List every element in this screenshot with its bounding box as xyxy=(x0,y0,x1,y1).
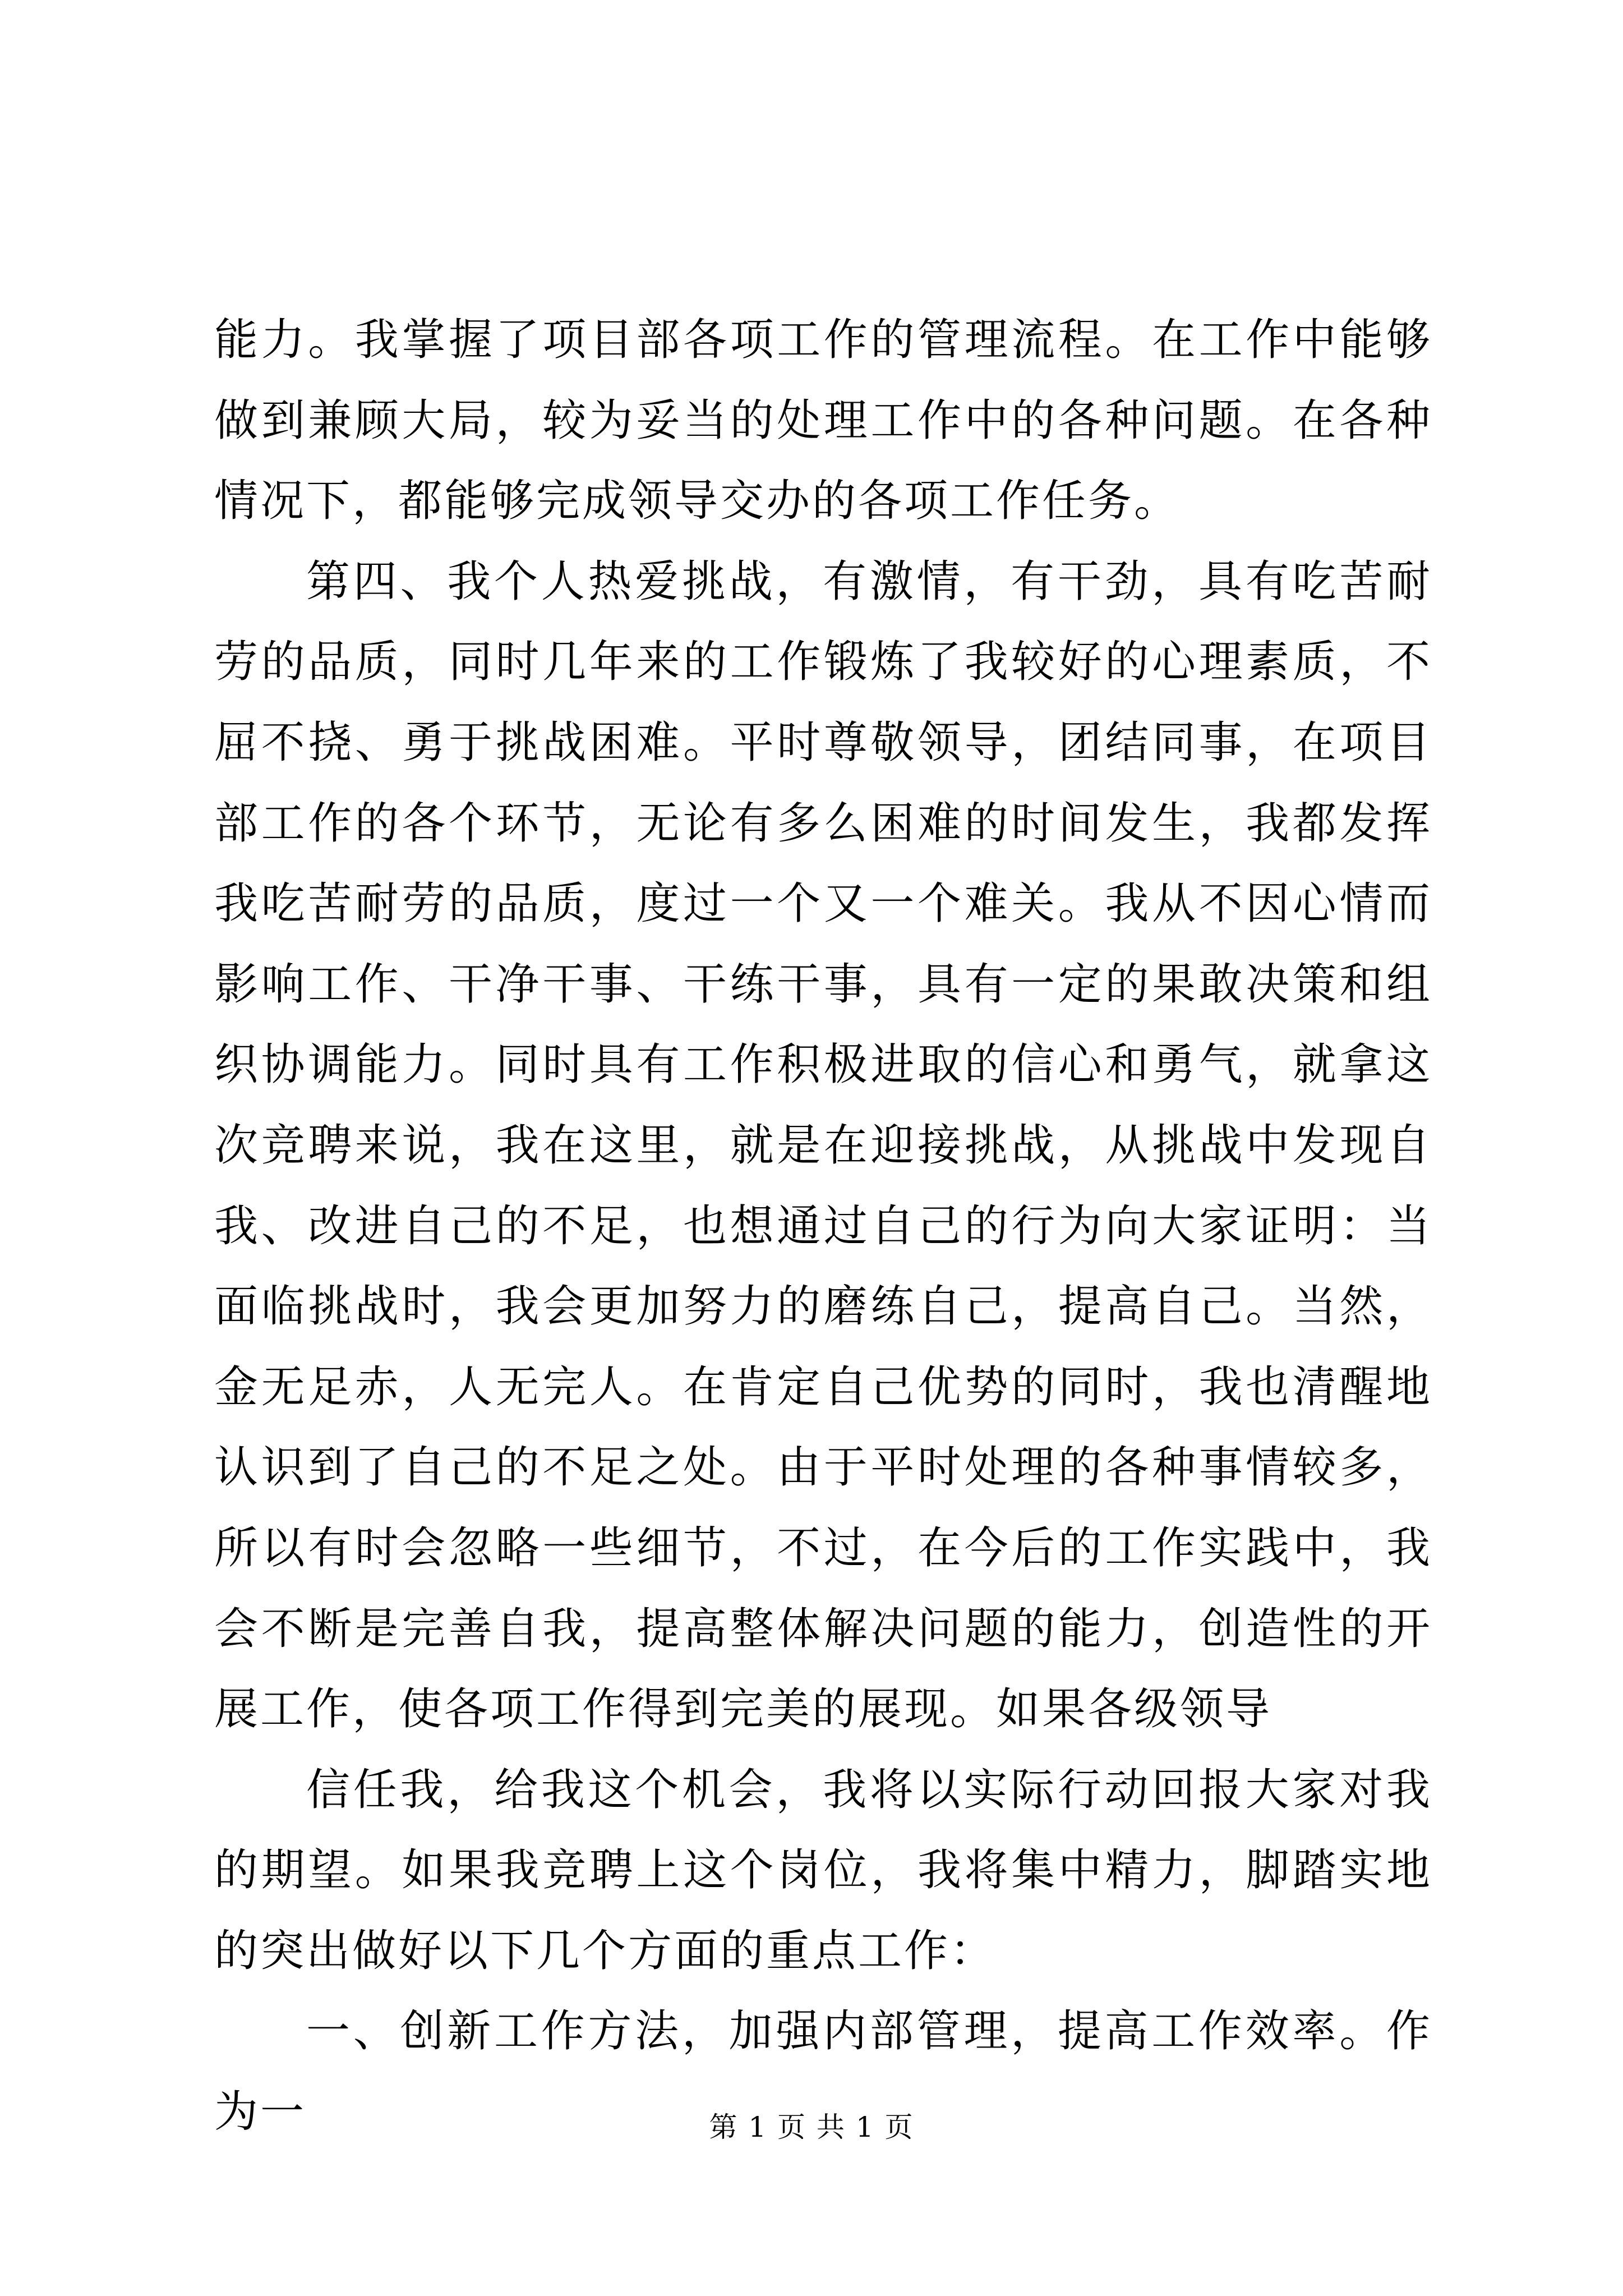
document-body xyxy=(214,300,1432,2153)
text-line: 勇于挑战困难。平时尊敬领导，团结同事，在项目部工作的各个 xyxy=(214,717,1432,849)
text-line: 度过一个又一个难关。我从不因心情而影响工作、干净干事、干 xyxy=(214,878,1432,1010)
paragraph xyxy=(214,1750,1432,1992)
text-line: 工作，使各项工作得到完美的展现。如果各级领导 xyxy=(260,1684,1272,1735)
text-line: 第四、我个人热爱挑战，有激情，有干劲，具有吃苦耐劳的 xyxy=(214,556,1432,688)
page-footer: 第 1 页 共 1 页 xyxy=(709,2111,914,2143)
text-line: 能力。我掌握了项目部各项工作的管理流程。在工作中能够做到 xyxy=(214,315,1432,446)
text-line: 信任我，给我这个机会，我将以实际行动回报大家对我的期 xyxy=(214,1764,1432,1896)
text-line: 极进取的信心和勇气，就拿这次竞聘来说，我在这里，就是在迎 xyxy=(214,1039,1432,1171)
text-line: 我也清醒地认识到了自己的不足之处。由于平时处理的各种事情 xyxy=(214,1361,1432,1493)
text-line: 一、创新工作方法，加强内部管理，提高工作效率。作为一 xyxy=(214,2006,1432,2138)
text-line: 我会不断是完善自我，提高整体解决问题的能力，创造性的开展 xyxy=(214,1522,1432,1735)
text-line: 都能够完成领导交办的各项工作任务。 xyxy=(398,476,1181,527)
text-line: 好以下几个方面的重点工作： xyxy=(398,1925,997,1976)
paragraph xyxy=(214,542,1432,1750)
text-line: 品质，同时几年来的工作锻炼了我较好的心理素质，不屈不挠、 xyxy=(214,637,1432,768)
text-line: 环节，无论有多么困难的时间发生，我都发挥我吃苦耐劳的品质， xyxy=(214,798,1432,930)
text-line: 较多，所以有时会忽略一些细节，不过，在今后的工作实践中， xyxy=(214,1442,1432,1573)
text-line: 行为向大家证明：当面临挑战时，我会更加努力的磨练自己，提 xyxy=(214,1200,1432,1332)
text-line: 兼顾大局，较为妥当的处理工作中的各种问题。在各种情况下， xyxy=(214,395,1432,527)
text-line: 高自己。当然，金无足赤，人无完人。在肯定自己优势的同时， xyxy=(214,1281,1432,1412)
text-line: 接挑战，从挑战中发现自我、改进自己的不足，也想通过自己的 xyxy=(214,1120,1432,1251)
text-line: 练干事，具有一定的果敢决策和组织协调能力。同时具有工作积 xyxy=(214,959,1432,1091)
text-line: 望。如果我竞聘上这个岗位，我将集中精力，脚踏实地的突出做 xyxy=(214,1845,1432,1976)
paragraph xyxy=(214,300,1432,542)
